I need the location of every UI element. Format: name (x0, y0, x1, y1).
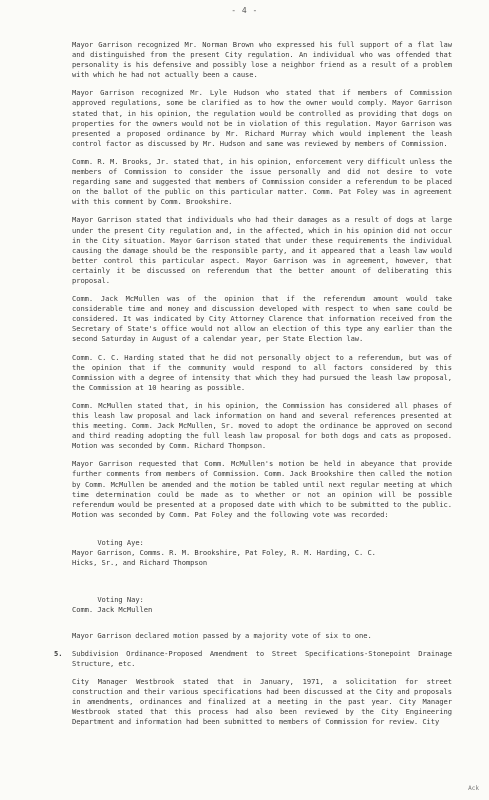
paragraph-brooks: Comm. R. M. Brooks, Jr. stated that, in his opinion, enforcement very difficult unless the members of Commission to consider the issue personally and did not desire to vote regarding same and suggested that members of Commission consider a referendum to be placed on the ballot of the public on this particular matter. Comm. Pat Foley was in agreement with this comment by Comm. Brookshire. (72, 156, 457, 207)
item-title: Subdivision Ordinance-Proposed Amendment to Street Specifications-Stonepoint Drainage Structure, etc. (72, 648, 457, 668)
minutes-body (54, 40, 457, 736)
paragraph-mcmullen-referendum: Comm. Jack McMullen was of the opinion that if the referendum amount would take considerable time and money and discussion developed with respect to when same could be considered. It was indicated by City Attorney Clarence that information received from the Secretary of State's office would not allow an election of this type any earlier than the second Saturday in August of a calendar year, per State Election law. (72, 294, 457, 344)
vote-nay-line (72, 584, 452, 624)
paragraph-brown: Mayor Garrison recognized Mr. Norman Brown who expressed his full support of a flat law and distinguished from the present City regulation. An individual who was offended that personality is his defensive and possibly lose a neighbor friend as a result of a problem with which he had not actually been a cause. (72, 40, 457, 80)
item-number: 5. (54, 648, 63, 658)
vote-aye-line (72, 528, 452, 578)
item-5-body: City Manager Westbrook stated that in January, 1971, a solicitation for street construction and their various specifications had been discussed at the City and proposals in amendments, ordinances and finalized at a meeting in the past year. City Manager Westbrook stated that this process had also been reviewed by the City Engineering Department and information had been submitted to members of Commission for review. City (72, 677, 457, 727)
paragraph-mcmullen-motion: Comm. McMullen stated that, in his opinion, the Commission has considered all phases of this leash law proposal and lack information on hand and several references presented at this meeting. Comm. Jack McMullen, Sr. moved to adopt the ordinance be approved on second and third reading adopting the full leash law proposal for both dogs and cats as proposed. Motion was seconded by Comm. Richard Thompson. (72, 400, 457, 451)
vote-nay-label: Voting Nay: (97, 594, 144, 604)
result-line: Mayor Garrison declared motion passed by a majority vote of six to one. (72, 630, 372, 640)
page-number: - 4 - (231, 6, 258, 15)
paragraph-hudson: Mayor Garrison recognized Mr. Lyle Hudson who stated that if members of Commission approved regulations, some be clarified as to how the owner would comply. Mayor Garrison stated that, in his opinion, the regulation would be controlled as providing that dogs on properties for the owners would not be in violation of this regulation. Mayor Garrison was presented a proposed ordinance by Mr. Richard Murray which would implement the leash control factor as discussed by Mr. Hudson and same was reviewed by members of Commission. (72, 88, 457, 148)
vote-aye-label: Voting Aye: (97, 538, 144, 548)
vote-aye-names: Mayor Garrison, Comms. R. M. Brookshire, Pat Foley, R. M. Harding, C. C. Hicks, Sr., and Richard Thompson (72, 548, 381, 568)
paragraph-harding: Comm. C. C. Harding stated that he did not personally object to a referendum, but was of the opinion that if the community would respond to all factors considered by this Commission with a degree of intensity that which they had pursued the leash law proposal, the Commission at 10 hearing as possible. (72, 352, 457, 392)
paragraph-amended-motion: Mayor Garrison requested that Comm. McMullen's motion be held in abeyance that provide further comments from members of Commission. Comm. Jack Brookshire then called the motion by Comm. McMullen be amended and the motion be tabled until next regular meeting at which time determination could be made as to whether or not an opinion will be possible referendum would be presented at a proposed date with which to be submitted to the public. Motion was seconded by Comm. Pat Foley and the following vote was recorded: (72, 459, 457, 519)
agenda-item-5 (54, 648, 457, 669)
vote-nay-names: Comm. Jack McMullen (72, 604, 153, 614)
footer-initials: Ack (468, 785, 479, 792)
paragraph-garrison-damages: Mayor Garrison stated that individuals who had their damages as a result of dogs at large under the present City regulation and, in the affected, which in his opinion did not occur in the City situation. Mayor Garrison stated that under these requirements the individual causing the damage should be the responsible party, and it appeared that a leash law would better control this particular aspect. Mayor Garrison was in agreement, however, that certainly it be discussed on referendum that the better amount of deliberating this proposal. (72, 215, 457, 285)
